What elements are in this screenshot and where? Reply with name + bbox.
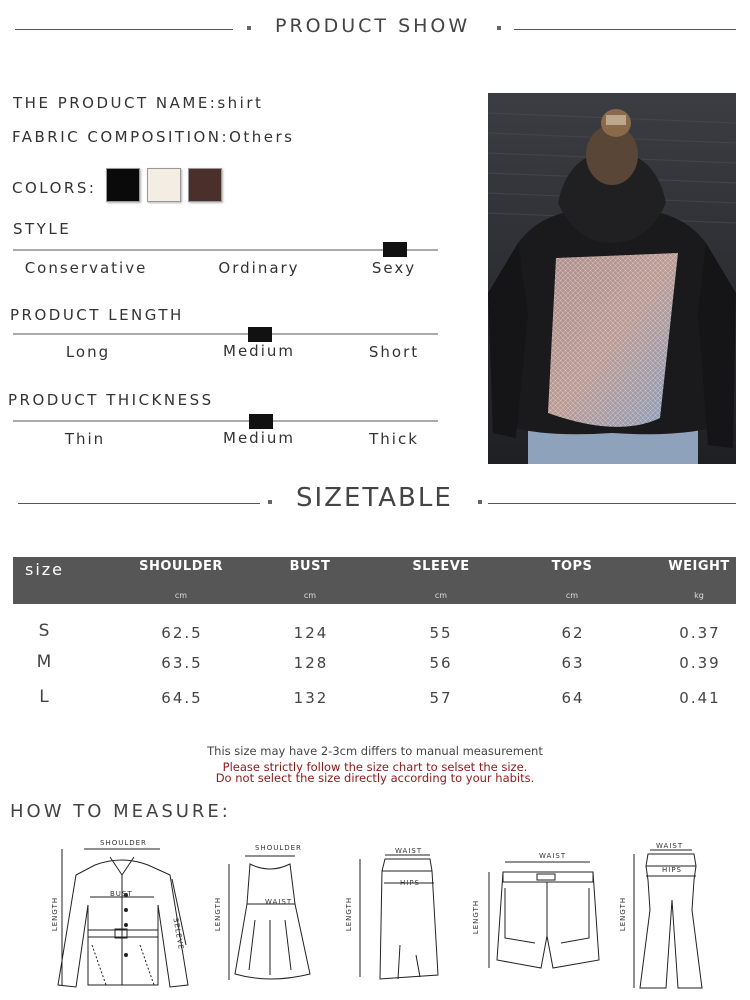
size-column-header: size (25, 560, 65, 579)
row-size: L (39, 687, 51, 707)
product-show-title: PRODUCT SHOW (275, 15, 471, 37)
cell-tops: 64 (561, 689, 585, 707)
thickness-slider-marker (249, 414, 273, 429)
measure-figure-shorts (472, 848, 605, 988)
col-header-weight: WEIGHT (668, 559, 730, 574)
cell-shoulder: 63.5 (161, 654, 203, 672)
label-bust: BUST (110, 890, 133, 898)
product-name-value: shirt (217, 94, 264, 112)
measure-figure-pants (620, 840, 710, 992)
cell-bust: 124 (293, 624, 329, 642)
label-length: LENGTH (345, 896, 354, 932)
sizetable-dot-left (268, 500, 272, 504)
measure-figure-jacket (40, 835, 200, 995)
label-hips: HIPS (400, 879, 420, 887)
cell-sleeve: 55 (429, 624, 453, 642)
col-header-sleeve: SLEEVE (412, 559, 470, 574)
col-unit-sleeve: cm (434, 591, 448, 600)
colors-label: COLORS: (12, 179, 97, 197)
size-table-header (13, 557, 736, 604)
col-header-tops: TOPS (551, 559, 593, 574)
fabric-label: FABRIC COMPOSITION: (12, 128, 230, 146)
thickness-option-thin: Thin (64, 430, 106, 448)
cell-shoulder: 62.5 (161, 624, 203, 642)
cell-weight: 0.41 (679, 689, 721, 707)
cell-bust: 132 (293, 689, 329, 707)
cell-weight: 0.39 (679, 654, 721, 672)
style-option-conservative: Conservative (24, 259, 148, 277)
thickness-option-thick: Thick (369, 430, 419, 448)
label-length: LENGTH (51, 896, 60, 932)
size-warning-line1: Please strictly follow the size chart to selset the size. (222, 760, 528, 774)
label-shoulder: SHOULDER (100, 839, 147, 847)
label-sleeve: SELEVE (171, 917, 185, 951)
label-hips: HIPS (662, 866, 682, 874)
fabric-row (12, 128, 294, 146)
cell-weight: 0.37 (679, 624, 721, 642)
color-swatch-brown[interactable] (188, 168, 222, 202)
cell-shoulder: 64.5 (161, 689, 203, 707)
product-name-label: THE PRODUCT NAME: (13, 94, 218, 112)
sizetable-dot-right (478, 500, 482, 504)
label-waist: WAIST (656, 842, 684, 850)
cell-tops: 63 (561, 654, 585, 672)
header-dot-right (497, 26, 501, 30)
col-unit-shoulder: cm (174, 591, 188, 600)
measurement-note: This size may have 2-3cm differs to manual measurement (207, 744, 543, 758)
col-header-shoulder: SHOULDER (139, 559, 223, 574)
label-length: LENGTH (214, 896, 223, 932)
label-length: LENGTH (619, 896, 628, 932)
thickness-label: PRODUCT THICKNESS (8, 391, 214, 409)
length-option-short: Short (368, 343, 420, 361)
how-to-measure-title: HOW TO MEASURE: (10, 801, 231, 822)
measure-figure-skirt (340, 845, 450, 990)
product-photo (488, 93, 736, 464)
style-label: STYLE (13, 220, 72, 238)
style-option-sexy: Sexy (371, 259, 417, 277)
label-waist: WAIST (395, 847, 423, 855)
col-unit-weight: kg (694, 591, 704, 600)
length-option-medium: Medium (223, 342, 295, 360)
label-length: LENGTH (472, 899, 481, 935)
row-size: S (38, 621, 52, 641)
label-shoulder: SHOULDER (255, 844, 302, 852)
thickness-slider-track (13, 420, 438, 422)
measure-figure-dress (215, 840, 315, 990)
cell-sleeve: 57 (429, 689, 453, 707)
col-unit-bust: cm (303, 591, 317, 600)
sizetable-rule-left (18, 503, 260, 504)
color-swatch-black[interactable] (106, 168, 140, 202)
size-warning-line2: Do not select the size directly according to your habits. (215, 771, 535, 785)
cell-bust: 128 (293, 654, 329, 672)
length-label: PRODUCT LENGTH (10, 306, 184, 324)
style-option-ordinary: Ordinary (218, 259, 300, 277)
length-slider-marker (248, 327, 272, 342)
style-slider-track (13, 249, 438, 251)
length-option-long: Long (65, 343, 111, 361)
col-header-bust: BUST (289, 559, 331, 574)
cell-sleeve: 56 (429, 654, 453, 672)
label-waist: WAIST (539, 852, 567, 860)
length-slider-track (13, 333, 438, 335)
header-rule-left (15, 29, 233, 30)
thickness-option-medium: Medium (223, 429, 295, 447)
sizetable-title: SIZETABLE (296, 483, 453, 513)
cell-tops: 62 (561, 624, 585, 642)
col-unit-tops: cm (565, 591, 579, 600)
sizetable-rule-right (488, 503, 736, 504)
header-dot-left (247, 26, 251, 30)
header-rule-right (514, 29, 736, 30)
row-size: M (36, 652, 54, 672)
fabric-value: Others (229, 128, 295, 146)
label-waist: WAIST (265, 898, 293, 906)
color-swatch-cream[interactable] (147, 168, 181, 202)
style-slider-marker (383, 242, 407, 257)
product-name-row (13, 94, 263, 112)
